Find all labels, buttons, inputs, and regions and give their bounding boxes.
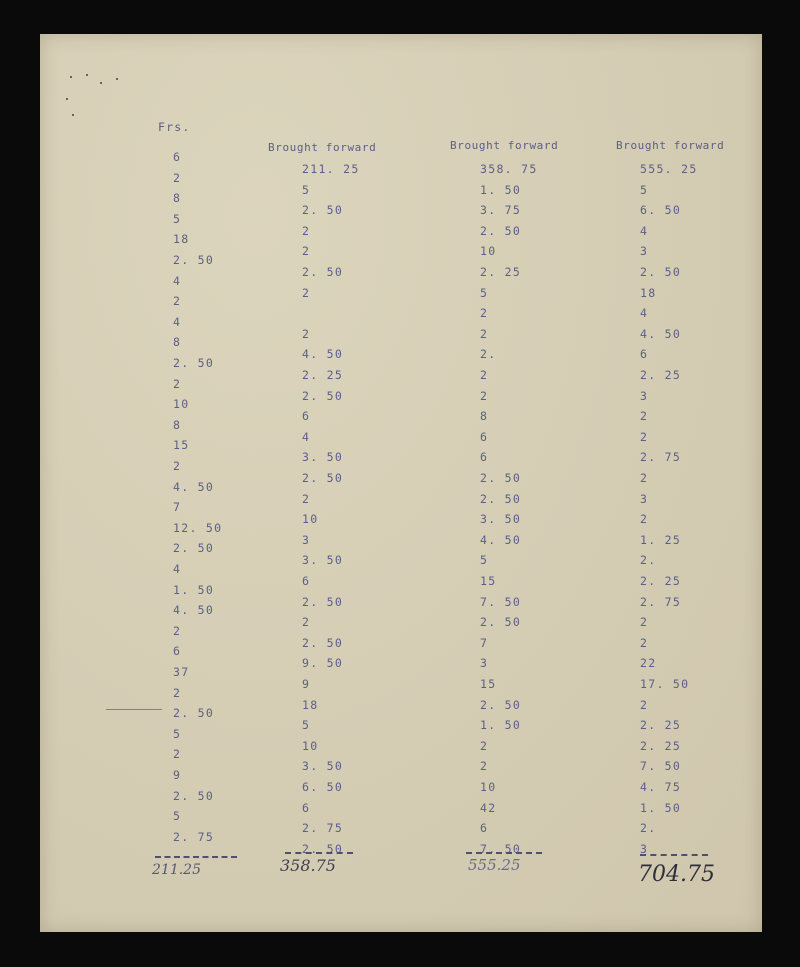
ledger-entry: 6 — [480, 450, 489, 465]
ledger-entry: 2 — [173, 685, 182, 700]
ledger-entry: 2 — [640, 409, 649, 424]
column-3-header: Brought forward — [450, 139, 559, 152]
ledger-entry: 2. 50 — [302, 265, 344, 279]
ledger-entry: 5 — [173, 809, 182, 824]
ledger-entry: 2 — [302, 326, 311, 341]
ledger-entry: 8 — [173, 417, 182, 432]
ledger-entry: 6 — [480, 821, 489, 836]
ledger-entry: 3 — [640, 491, 649, 506]
ledger-entry: 4. 50 — [302, 347, 344, 362]
ledger-entry: 1. 50 — [640, 800, 682, 815]
ledger-entry: 3. 50 — [302, 759, 344, 774]
ledger-entry: 6 — [480, 429, 489, 444]
ledger-entry: 211. 25 — [302, 162, 360, 176]
ledger-entry: 15 — [173, 438, 190, 453]
ledger-entry: 1. 50 — [480, 182, 522, 197]
ledger-entry: 2 — [640, 635, 649, 650]
ledger-entry: 2. 50 — [173, 253, 215, 267]
ledger-entry: 2 — [302, 491, 311, 506]
ledger-entry: 2. 75 — [640, 450, 682, 465]
paper-speck — [72, 114, 74, 116]
ledger-entry: 2. 50 — [640, 265, 682, 279]
ledger-entry: 3. 50 — [480, 512, 522, 527]
ledger-entry: 2. 50 — [480, 697, 522, 712]
ledger-entry: 6. 50 — [302, 780, 344, 794]
ledger-entry: 3 — [302, 532, 311, 547]
ledger-entry: 2 — [480, 368, 489, 382]
ledger-entry: 2. — [480, 347, 497, 362]
ledger-entry: 12. 50 — [173, 520, 223, 535]
ledger-entry: 5 — [302, 718, 311, 733]
ledger-entry: 8 — [480, 409, 489, 424]
ledger-entry: 2. 50 — [173, 788, 215, 803]
total-rule-3 — [466, 852, 542, 854]
ledger-entry: 2. 50 — [302, 203, 344, 218]
ledger-entry: 4 — [173, 273, 182, 288]
ledger-entry: 2. 25 — [640, 368, 682, 382]
handwritten-total-1: 211.25 — [152, 862, 201, 878]
ledger-entry: 4 — [302, 429, 311, 444]
ledger-entry: 5 — [173, 726, 182, 741]
total-rule-1 — [155, 856, 237, 858]
ledger-entry: 6 — [302, 800, 311, 815]
paper-speck — [100, 82, 102, 84]
ledger-entry: 18 — [173, 232, 190, 247]
ledger-entry: 3. 75 — [480, 203, 522, 218]
ledger-entry: 2. 50 — [302, 388, 344, 403]
ledger-entry: 3. 50 — [302, 553, 344, 568]
ledger-entry: 4 — [640, 306, 649, 321]
ledger-entry: 2. — [640, 553, 657, 568]
ledger-entry: 2 — [302, 244, 311, 259]
ledger-entry: 358. 75 — [480, 162, 538, 176]
ledger-entry: 2 — [173, 623, 182, 638]
ledger-entry: 2. 25 — [640, 738, 682, 753]
ledger-entry: 2. 75 — [640, 594, 682, 609]
currency-label: Frs. — [158, 120, 191, 134]
pencil-mark — [106, 709, 162, 710]
ledger-entry: 6. 50 — [640, 203, 682, 218]
ledger-entry: 2. 50 — [173, 541, 215, 556]
paper-speck — [66, 98, 68, 100]
total-rule-4 — [640, 854, 708, 856]
ledger-entry: 2 — [302, 223, 311, 238]
ledger-entry: 2. 25 — [640, 574, 682, 588]
ledger-entry: 2. 25 — [480, 265, 522, 279]
ledger-entry: 8 — [173, 191, 182, 206]
ledger-entry: 10 — [173, 397, 190, 412]
ledger-entry: 42 — [480, 800, 497, 815]
paper-speck — [116, 78, 118, 80]
column-4-header: Brought forward — [616, 139, 725, 152]
handwritten-total-2: 358.75 — [280, 856, 336, 875]
ledger-entry: 6 — [302, 409, 311, 424]
ledger-entry: 2. 75 — [302, 821, 344, 836]
ledger-entry: 4 — [173, 562, 182, 576]
ledger-entry: 4. 50 — [173, 603, 215, 618]
ledger-entry: 3 — [640, 244, 649, 259]
ledger-entry: 2 — [640, 615, 649, 630]
ledger-entry: 6 — [173, 644, 182, 659]
ledger-entry: 555. 25 — [640, 162, 698, 176]
document-page — [40, 34, 762, 932]
ledger-entry: 2 — [302, 285, 311, 300]
ledger-entry: 5 — [480, 553, 489, 568]
ledger-entry: 9 — [173, 768, 182, 782]
ledger-entry: 2 — [480, 388, 489, 403]
ledger-entry: 2 — [640, 512, 649, 527]
ledger-entry: 10 — [480, 244, 497, 259]
ledger-entry: 2. 50 — [173, 706, 215, 721]
ledger-entry: 2. 50 — [302, 594, 344, 609]
ledger-entry: 2. 50 — [480, 491, 522, 506]
ledger-entry: 10 — [302, 738, 319, 753]
ledger-entry: 9 — [302, 677, 311, 691]
ledger-entry: 2 — [480, 759, 489, 774]
ledger-entry: 3. 50 — [302, 450, 344, 465]
ledger-entry: 18 — [302, 697, 319, 712]
ledger-entry: 2 — [480, 326, 489, 341]
ledger-entry: 2 — [173, 294, 182, 309]
ledger-entry: 2 — [173, 376, 182, 391]
ledger-entry: 6 — [173, 150, 182, 164]
ledger-entry: 3 — [480, 656, 489, 671]
ledger-entry: 3 — [640, 388, 649, 403]
ledger-entry: 4. 50 — [480, 532, 522, 547]
ledger-entry: 1. 50 — [480, 718, 522, 733]
ledger-entry: 7. 50 — [480, 841, 522, 856]
ledger-entry: 7. 50 — [480, 594, 522, 609]
ledger-entry: 2 — [173, 747, 182, 762]
ledger-entry: 2 — [640, 697, 649, 712]
ledger-entry: 8 — [173, 335, 182, 350]
column-2-header: Brought forward — [268, 141, 377, 154]
total-rule-2 — [285, 852, 353, 854]
ledger-entry: 2. 50 — [173, 356, 215, 370]
ledger-entry: 9. 50 — [302, 656, 344, 671]
ledger-entry: 22 — [640, 656, 657, 671]
ledger-entry: 7 — [173, 500, 182, 515]
ledger-entry: 5 — [173, 211, 182, 226]
ledger-entry: 2. 50 — [302, 841, 344, 856]
ledger-entry: 2 — [173, 459, 182, 473]
handwritten-total-4: 704.75 — [638, 862, 715, 887]
ledger-entry: 3 — [640, 841, 649, 856]
ledger-entry: 5 — [640, 182, 649, 197]
ledger-entry: 2. 50 — [302, 471, 344, 485]
ledger-entry: 2 — [640, 429, 649, 444]
ledger-entry: 37 — [173, 665, 190, 679]
ledger-entry: 4. 50 — [640, 326, 682, 341]
paper-speck — [86, 74, 88, 76]
ledger-entry: 2. 50 — [480, 615, 522, 630]
ledger-entry: 2 — [302, 615, 311, 630]
ledger-entry: 15 — [480, 677, 497, 691]
ledger-entry: 6 — [640, 347, 649, 362]
ledger-entry: 2. 25 — [640, 718, 682, 733]
ledger-entry: 10 — [302, 512, 319, 527]
ledger-entry: 7 — [480, 635, 489, 650]
ledger-entry: 4 — [640, 223, 649, 238]
ledger-entry: 2. 50 — [302, 635, 344, 650]
ledger-entry: 15 — [480, 574, 497, 588]
ledger-entry: 2. — [640, 821, 657, 836]
ledger-entry: 4. 50 — [173, 479, 215, 494]
ledger-entry: 18 — [640, 285, 657, 300]
ledger-entry: 17. 50 — [640, 677, 690, 691]
ledger-entry: 1. 25 — [640, 532, 682, 547]
ledger-entry: 6 — [302, 574, 311, 588]
ledger-entry: 2. 50 — [480, 471, 522, 485]
ledger-entry: 2 — [173, 170, 182, 185]
ledger-entry: 4. 75 — [640, 780, 682, 794]
ledger-entry: 2 — [480, 306, 489, 321]
paper-speck — [70, 76, 72, 78]
ledger-entry: 1. 50 — [173, 582, 215, 597]
ledger-entry: 7. 50 — [640, 759, 682, 774]
ledger-entry: 10 — [480, 780, 497, 794]
handwritten-total-3: 555.25 — [468, 856, 521, 874]
ledger-entry: 2. 25 — [302, 368, 344, 382]
ledger-entry: 5 — [480, 285, 489, 300]
ledger-entry: 2 — [640, 471, 649, 485]
ledger-entry: 2. 75 — [173, 829, 215, 844]
ledger-entry: 2 — [480, 738, 489, 753]
ledger-entry: 2. 50 — [480, 223, 522, 238]
ledger-entry: 5 — [302, 182, 311, 197]
ledger-entry: 4 — [173, 314, 182, 329]
